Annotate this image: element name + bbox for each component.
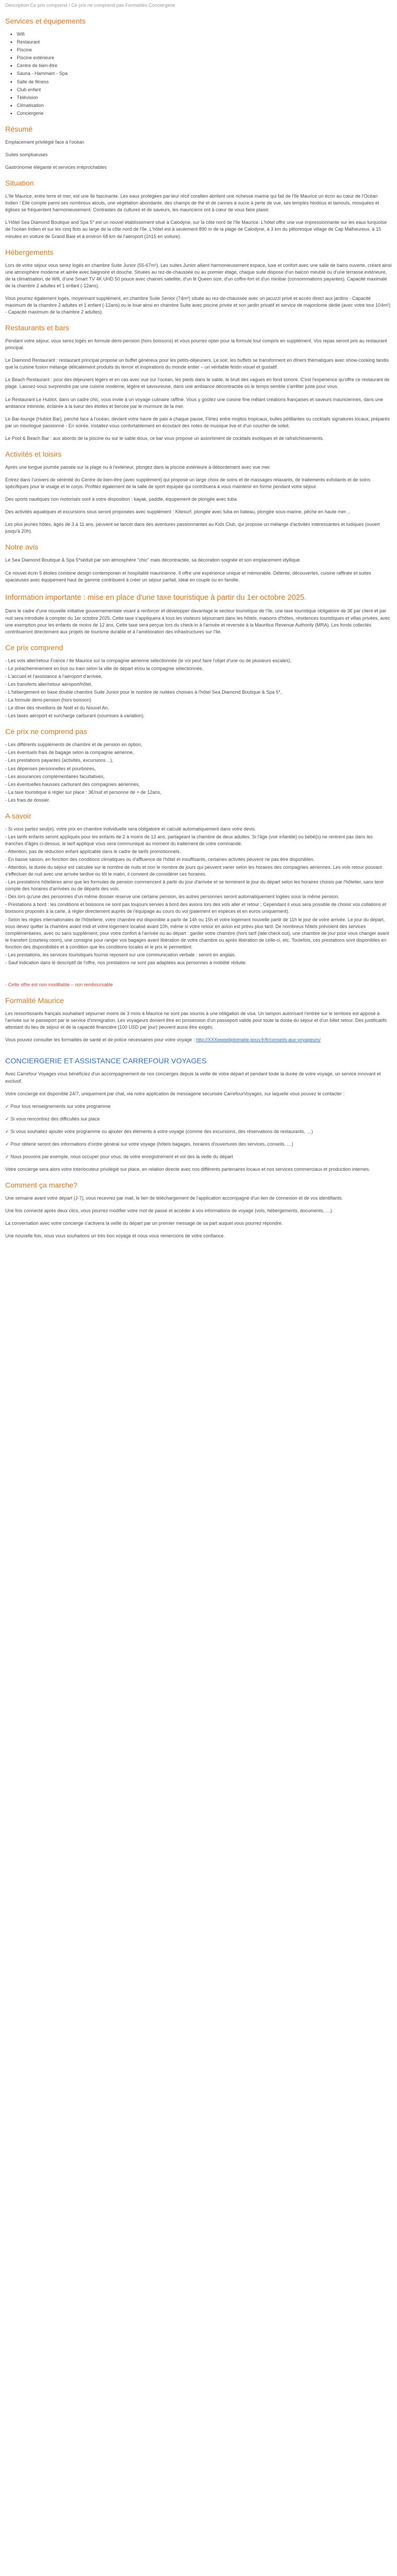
- savoir-heading: A savoir: [5, 811, 31, 820]
- concierge-check-item: ✓ Si vous souhaitez ajouter votre programme ou ajouter des éléments à votre voyage (comme des excursions, des réservations de restaurants, …): [5, 1128, 313, 1134]
- list-item: - Prestations à bord : les conditions et boissons ne sont pas toujours servies à bord des avions lors des vols aller et retour ; Cependant il vous sera possible de choisir vos collations et boissons proposés à la carte, à régler directement auprès de l'équipage au cours du vol (paiement en espèces et en euros uniquement).: [5, 902, 387, 914]
- list-item: • Restaurant: [17, 39, 392, 46]
- restaurants-paragraph: Le Restaurant Le Hublot, dans un cadre chic, vous invite à un voyage culinaire raffiné. Vous y goûtez une cuisine fine mêlant créations françaises et saveurs mauriciennes, dans une ambiance intimiste, éclairée à la lueur des étoiles et bercée par le murmure de la mer.: [5, 396, 383, 409]
- list-item: - Les vols aller/retour France / Ile Maurice sur la compagnie aérienne sélectionnée (le vol peut faire l'objet d'une ou de plusieurs escales),: [5, 658, 292, 663]
- activites-paragraph: Des activités aquatiques et excursions sous seront proposées avec supplément : Kitesurf, plongée avec tuba en bateau, plongée sous-marine, pêche en haute mer…: [5, 509, 351, 515]
- situation-paragraph: L'île Maurice, entre terre et mer, est une île fascinante. Les eaux protégées par leur récif corallien abritent une richesse marine qui fait de l'île Maurice un écrin au cœur de l'Océan Indien ! Elle compte parmi ses nombreux atouts, une végétation abondante, des champs de thé et de cannes à sucre à perte de vue, ses temples hindous et tamouls, mosquées et églises se fréquentent harmonieusement. Contrastes de cultures et de saveurs, les mauriciens ont à cœur de vous faire plaisir.: [5, 193, 379, 213]
- list-item: - Les prestations hôtelières ainsi que les formules de pension commencent à partir du jour d'arrivée et se terminent le jour du départ selon les horaires choisis par l'hôtelier, sans tenir compte des horaires d'arrivées ou de départs des vols.: [5, 879, 384, 892]
- restaurants-paragraph: Le Diamond Restaurant : restaurant principal propose un buffet généreux pour les petits-déjeuners. Le soir, les buffets se transforment en dîners thématiques avec show-cooking tandis que la cuisine fusion mélange délicatement produits du terroir et inspirations du monde entier – un véritable festin visuel et gustatif.: [5, 358, 389, 370]
- activites-paragraph: Les plus jeunes hôtes, âgés de 3 à 11 ans, peuvent se lancer dans des aventures passionnantes au Kids Club, qui propose un mélange d'activités intéressantes et ludiques (ouvert jusqu'à 20h).: [5, 522, 380, 534]
- list-item: - Les frais de dossier.: [5, 797, 50, 803]
- list-item: - Les prestations payantes (activités, excursions…),: [5, 758, 114, 763]
- resume-heading: Résumé: [5, 124, 33, 133]
- list-item: - Attention, pas de réduction enfant applicable dans le cadre de tarifs promotionnels.: [5, 849, 181, 855]
- comment-heading: Comment ça marche?: [5, 1180, 78, 1189]
- list-item: - La taxe touristique à régler sur place : 3€/nuit et personne de + de 12ans,: [5, 789, 161, 795]
- hebergements-paragraph: Lors de votre séjour vous serez logés en chambre Suite Junior (55-67m²). Les suites Junior allient harmonieusement espace, luxe et confort avec une salle de bains ouverte, créant ainsi une atmosphère moderne et aérée avec baignoire et douche. Situées au rez-de-chaussée ou au premier étage, chaque suite dispose d'un balcon meublé ou d'une terrasse extérieure, de la climatisation, de Wifi, d'une Smart TV 4K UHD 50 pouce avec chaines satellite, d'un lit Queen size, d'un coffre-fort et d'un minibar (consommations payantes). Capacité maximale de la chambre 2 adultes et 1 enfant (-12ans).: [5, 262, 392, 288]
- ne-comprend-list: [5, 741, 392, 803]
- activites-heading: Activités et loisirs: [5, 449, 62, 458]
- comment-paragraph: Une semaine avant votre départ (J-7), vous recevrez par mail, le lien de téléchargement de l'application accompagné d'un lien de connexion et de vos identifiants.: [5, 1195, 343, 1201]
- list-item: - L'accueil et l'assistance à l'aéroport d'arrivée,: [5, 673, 103, 679]
- formalite-paragraph: Les ressortissants français souhaitant séjourner moins de 3 mois à Maurice ne sont pas soumis à une obligation de visa. Un tampon autorisant l'entrée sur le territoire est apposé à l'arrivée sur le passeport par le service d'immigration. Les voyageurs doivent être en possession d'un passeport valide pour toute la durée du séjour et d'un billet retour. Des justificatifs attestant du lieu de séjour et de la capacité financière (100 USD par jour) peuvent aussi être exigés.: [5, 1011, 387, 1030]
- activites-paragraph: Entrez dans l'univers de sérénité du Centre de bien-être (avec supplément) qui propose un large choix de soins et de massages relaxants, de traitements exfoliants et de soins spécifiques pour le visage et le corps. Profitez également de la salle de sport équipée qui contribuera à vous maintenir en forme pendant votre séjour.: [5, 477, 371, 490]
- list-item: - Le préacheminement en bus ou train selon la ville de départ et/ou la compagnie sélectionnée,: [5, 665, 204, 671]
- list-item: - En basse saison, en fonction des conditions climatiques ou d'affluence de l'hôtel et insuffisants, certaines activités peuvent ne pas être disponibles.: [5, 857, 315, 863]
- list-item: - Les transferts aller/retour aéroport/hôtel,: [5, 681, 93, 687]
- comment-paragraph: Une nouvelle fois, nous vous souhaitons un très bon voyage et nous vous remercions de votre confiance.: [5, 1233, 225, 1239]
- formalite-heading: Formalité Maurice: [5, 996, 64, 1005]
- savoir-list: [5, 826, 392, 966]
- list-item: - Les éventuels frais de bagage selon la compagnie aérienne,: [5, 750, 134, 756]
- formalite-paragraph: [5, 1037, 392, 1043]
- list-item: • Sauna - Hammam - Spa: [17, 70, 392, 77]
- taxe-paragraph: Dans le cadre d'une nouvelle initiative gouvernementale visant à renforcer et développer davantage le secteur touristique de l'île, une taxe touristique obligatoire de 3€ par client et par nuit sera introduite à compter du 1er octobre 2025. Cette taxe s'appliquera à tous les visiteurs séjournant dans les hôtels, maisons d'hôtes, résidences touristiques et villas privées, avec une exemption pour les enfants de moins de 12 ans. Cette taxe sera perçue lors du check-in à l'arrivée et reversée à la Mauritius Revenue Authority (MRA). Les fonds collectés contribueront directement aux projets de tourisme durable et à l'amélioration des infrastructures sur l'île.: [5, 608, 390, 634]
- restaurants-heading: Restaurants et bars: [5, 324, 70, 332]
- list-item: • Télévision: [17, 94, 392, 101]
- restaurants-paragraph: Le Pool & Beach Bar : aux abords de la piscine ou sur le sable doux, ce bar vous propose un assortiment de cocktails exotiques et de rafraîchissements.: [5, 435, 324, 441]
- concierge-paragraph: Votre concierge est disponible 24/7, uniquement par chat, via notre application de messagerie sécurisée CarrefourVoyages, sur laquelle vous pouvez le contacter :: [5, 1091, 345, 1096]
- resume-line: Suites somptueuses: [5, 152, 48, 157]
- list-item: - Les prestations, les services touristiques fournis reposent sur une communication verbale : seront en anglais.: [5, 952, 236, 957]
- list-item: - Attention, la durée du séjour est calculée sur le nombre de nuits et non le nombre de jours qui peuvent varier selon les horaires des compagnies aériennes. Les vols retour pouvant s'effectuer de nuit avec une arrivée tardive ou tôt le matin, il convient de considérer ces horaires.: [5, 865, 382, 877]
- activites-paragraph: Après une longue journée passée sur la plage ou à l'extérieur, plongez dans la piscine extérieure à débordement avec vue mer.: [5, 464, 271, 470]
- concierge-paragraph: Votre concierge sera alors votre interlocuteur privilégié sur place, en relation directe avec nos différents partenaires locaux et nos services commerciaux et production internes.: [5, 1166, 370, 1172]
- resume-line: Emplacement privilégié face à l'océan: [5, 139, 84, 145]
- list-item: - Les assurances complémentaires facultatives,: [5, 773, 105, 779]
- list-item: • Climatisation: [17, 102, 392, 109]
- hebergements-paragraph: Vous pourrez également logés, moyennant supplément, en chambre Suite Senior (74m²) située au rez-de-chaussée avec un jacuzzi privé et accès direct aux jardins - Capacité maximum de la chambre 2 adultes et 1 enfant (-12ans) ou le loue ainsi en chambre Suite avec piscine privée et son jardin privatif et service de majordome dédié (avec votre tour 104m²) - Capacité maximum de la chambre 2 adultes).: [5, 295, 391, 315]
- comprend-list: [5, 658, 392, 719]
- concierge-check-item: ✓ Nous pouvons par exemple, nous occuper pour vous, de votre enregistrement et vol des la veille du départ: [5, 1154, 233, 1159]
- list-item: - Le dîner des réveillons de Noël et du Nouvel An,: [5, 705, 109, 711]
- list-item: - Les tarifs enfants seront appliqués pour les enfants de 2 à moins de 12 ans, partageant la chambre de deux adultes. Si l'âge (voir infantile) ou bébé(s) ne rentrent pas dans les tranches d'âges ci-dessus, le tarif appliqué vous sera communiqué au moment du traitement de votre commande.: [5, 834, 373, 847]
- list-item: - Les différents suppléments de chambre et de pension en option,: [5, 742, 142, 748]
- list-item: - Les éventuelles hausses carburant des compagnies aériennes,: [5, 781, 140, 787]
- avis-heading: Notre avis: [5, 543, 39, 552]
- list-item: • Wifi: [17, 31, 392, 38]
- services-heading: Services et équipements: [5, 17, 86, 26]
- non-refundable-note: - Cette offre est non modifiable – non remboursable: [5, 982, 113, 987]
- services-list: [5, 31, 392, 117]
- list-item: • Piscine extérieure: [17, 55, 392, 61]
- situation-paragraph: L'Hôtel Sea Diamond Boutique and Spa 5* est un nouvel établissement situé à Calodyne, sur la côte nord de l'île Maurice. L'hôtel offre une vue impressionnante sur les eaux turquoise de l'océan Indien et sur les cinq îlots au large de la côte nord de l'île. L'hôtel est à seulement 890 m de la plage de Calodyne, à 3 km du pittoresque village de Cap Malheureux, à 15 minutes en voiture de Grand Baie et à environ 68 km de l'aéroport (1h15 en voiture).: [5, 220, 387, 239]
- restaurants-paragraph: Le Beach Restaurant : pour des déjeuners légers et en cas avec vue sur l'océan, les pieds dans le sable, le bruit des vagues en fond sonore. C'est l'expérience qu'offre ce restaurant de plage. Laissez-vous surprendre par une cuisine moderne, légère et savoureuse, dans une ambiance décontractée où le temps semble s'arrêter juste pour vous.: [5, 377, 390, 390]
- list-item: - L'hébergement en base double chambre Suite Junior pour le nombre de nuitées choisies à l'hôtel Sea Diamond Boutique & Spa 5*,: [5, 689, 282, 695]
- list-item: • Centre de bien-être: [17, 62, 392, 69]
- formalite-text: Vous pouvez consulter les formalités de santé et de police nécessaires pour votre voyage :: [5, 1037, 196, 1043]
- comprend-heading: Ce prix comprend: [5, 643, 63, 652]
- restaurants-paragraph: Le Bar-lounge (Hublot Bar), perché face à l'océan, devient votre havre de paix à chaque pause. Flirtez entre mojitos tropicaux, bulles pétillantes ou cocktails signatures locaux, préparés par un mixologue passionné - En soirée, installez-vous confortablement en écoutant des notes de musique live et d'un coucher de soleil.: [5, 416, 390, 428]
- comment-paragraph: Une fois connecté après deux clics, vous pourrez modifier votre mot de passe et accéder à vos informations de voyage (vols, hébergements, documents, …).: [5, 1208, 334, 1214]
- list-item: - Si vous partez seul(e), votre prix en chambre individuelle sera obligatoire et calculé automatiquement dans votre devis.: [5, 826, 256, 832]
- resume-line: Gastronomie élégante et services irréprochables: [5, 165, 107, 170]
- concierge-heading: CONCIERGERIE ET ASSISTANCE CARREFOUR VOYAGES: [5, 1057, 207, 1065]
- concierge-check-item: ✓ Pour tous renseignements sur votre programme: [5, 1103, 111, 1109]
- list-item: - Sauf indication dans le descriptif de l'offre, nos prestations ne sont pas adaptées aux personnes à mobilité réduite.: [5, 960, 247, 965]
- hebergements-heading: Hébergements: [5, 247, 53, 256]
- product-page: [0, 2, 397, 1251]
- breadcrumb: Description Ce prix comprend / Ce prix ne comprend pas Formalités Conciergerie: [5, 3, 175, 8]
- comment-paragraph: La conversation avec votre concierge s'activera la veille du départ par un premier message de sa part auquel vous pourrez répondre.: [5, 1221, 283, 1226]
- ne-comprend-heading: Ce prix ne comprend pas: [5, 727, 87, 736]
- list-item: • Salle de fitness: [17, 79, 392, 85]
- list-item: • Conciergerie: [17, 110, 392, 117]
- concierge-check-item: ✓ Si vous rencontrez des difficultés sur place: [5, 1116, 100, 1122]
- taxe-heading: Information importante : mise en place d'une taxe touristique à partir du 1er octobre 2025.: [5, 593, 307, 602]
- list-item: - Les dépenses personnelles et pourboires,: [5, 766, 96, 771]
- list-item: • Piscine: [17, 47, 392, 53]
- avis-paragraph: Ce nouvel écrin 5 étoiles combine design contemporain et hospitalité mauricienne. Il offre une expérience unique et mémorable. Détente, découvertes, cuisine raffinée et suites spacieuses avec équipement haut de gamme contribuent à créer un séjour parfait, idéal en couple ou en famille.: [5, 570, 371, 583]
- diplomatie-link[interactable]: http://XXXwwwdiplomatie.gouv.fr/fr/conseils-aux-voyageurs/: [196, 1037, 321, 1043]
- list-item: - Selon les règles internationales de l'hôtellerie, votre chambre est disponible à partir de 14h ou 15h et votre logement nouvelle partir de 11h le jour de votre arrivée. Le jour du départ, vous devez quitter la chambre avant midi et votre logement localisé avant 10h, même si votre retour en avion est prévu plus tard. De nombreux hôtels prévoient des services complémentaires, avec ou sans supplément, pour votre confort à l'arrivée ou au départ : garder votre chambre (hors tarif (late check out), une chambre de jour pour vous changer avant le transfert (courtesy room), une consigne pour ranger vos bagages avant libération de votre chambre ou après libération de celle-ci, etc. Toutefois, ces prestations sont disponibles en fonction des disponibilités et à condition que les conditions locales et le prix le permettent.: [5, 917, 389, 950]
- restaurants-paragraph: Pendant votre séjour, vous serez logés en formule demi-pension (hors boissons) et vous pourrez opter pour la formule tout compris en supplément. Vos repas seront pris au restaurant principal.: [5, 338, 387, 351]
- list-item: • Club enfant: [17, 87, 392, 93]
- concierge-paragraph: Avec Carrefour Voyages vous bénéficiez d'un accompagnement de nos concierges depuis la veille de votre départ et pendant toute la durée de votre voyage, un service innovant et exclusif.: [5, 1071, 381, 1084]
- avis-paragraph: Le Sea Diamond Boutique & Spa 5*séduit par son atmosphère "chic" mais décontractée, sa décoration soignée et son emplacement idyllique.: [5, 557, 301, 563]
- list-item: - Dès lors qu'une des personnes d'un même dossier réserve une certaine pension, les autres personnes seront automatiquement logées sous la même pension.: [5, 894, 340, 900]
- activites-paragraph: Des sports nautiques non motorisés sont à votre disposition : kayak, paddle, équipement de plongée avec tuba.: [5, 497, 238, 502]
- concierge-check-item: ✓ Pour obtenir seront des informations d'ordre général sur votre voyage (hôtels bagages, horaires d'ouvertures des services, conseils, …): [5, 1141, 293, 1147]
- list-item: - Les taxes aéroport et surcharge carburant (soumises à variation).: [5, 713, 145, 719]
- list-item: - La formule demi-pension (hors boisson): [5, 697, 92, 703]
- situation-heading: Situation: [5, 179, 34, 188]
